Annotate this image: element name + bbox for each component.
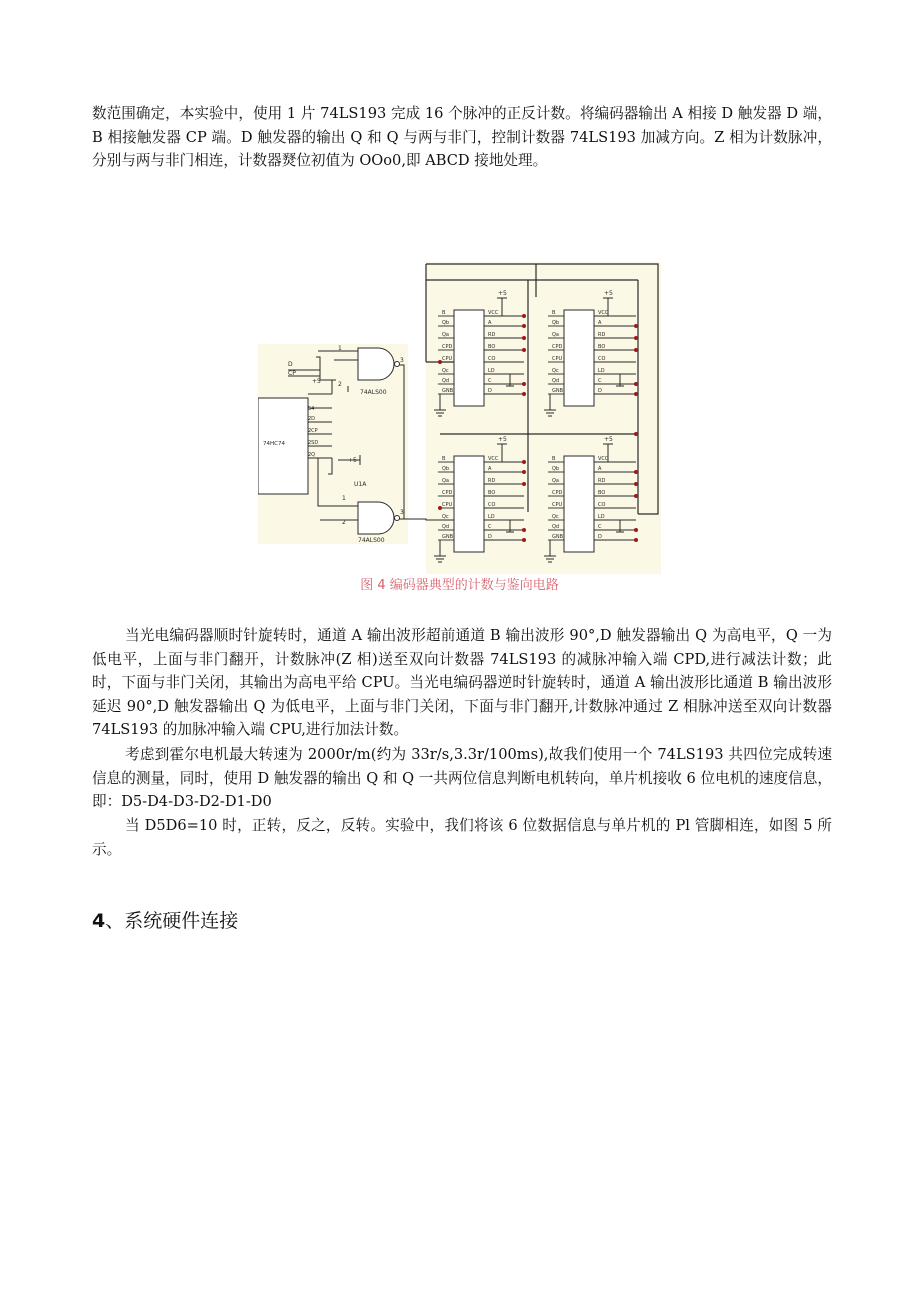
svg-text:D: D (288, 361, 293, 368)
svg-text:CP: CP (288, 370, 296, 377)
svg-text:3: 3 (400, 357, 404, 364)
svg-text:U1A: U1A (354, 481, 367, 488)
svg-text:CPD: CPD (442, 344, 453, 350)
svg-text:LD: LD (598, 368, 605, 374)
svg-text:Qc: Qc (442, 514, 449, 520)
svg-text:Qa: Qa (442, 478, 449, 484)
svg-text:74ALS00: 74ALS00 (358, 537, 385, 544)
svg-text:A: A (598, 320, 602, 326)
svg-text:BO: BO (598, 344, 606, 350)
svg-text:2D: 2D (308, 416, 316, 422)
svg-text:3: 3 (400, 509, 404, 516)
paragraph-direction-rule: 当 D5D6=10 时，正转，反之，反转。实验中，我们将该 6 位数据信息与单片机的 Pl 管脚相连，如图 5 所示。 (92, 817, 832, 858)
svg-text:Qa: Qa (552, 332, 559, 338)
svg-text:GNB: GNB (442, 534, 454, 540)
paragraph-rotation-logic: 当光电编码器顺时针旋转时，通道 A 输出波形超前通道 B 输出波形 90°,D 触发器输出 Q 为高电平，Q 一为低电平，上面与非门翻开，计数脉冲(Z 相)送至双向计数器 74LS193 的减脉冲输入端 CPD,进行减法计数；此时，下面与非门关闭，其输出为高电平给 CPU。当光电编码器逆时针旋转时，通道 A 输出波形比通道 B 输出波形延迟 90°,D 触发器输出 Q 为低电平，上面与非门关闭，下面与非门翻开,计数脉冲通过 Z 相脉冲送至双向计数器 74LS193 的加脉冲输入端 CPU,进行加法计数。 (92, 627, 832, 739)
svg-text:2Q: 2Q (308, 452, 316, 458)
svg-text:74HC74: 74HC74 (263, 441, 285, 447)
svg-text:Qc: Qc (552, 368, 559, 374)
svg-text:S4: S4 (308, 406, 315, 412)
svg-text:GNB: GNB (442, 388, 454, 394)
svg-text:B: B (552, 456, 556, 462)
svg-text:+5: +5 (348, 457, 357, 464)
svg-text:1: 1 (338, 345, 342, 352)
svg-text:CPU: CPU (552, 356, 563, 362)
svg-text:+5: +5 (498, 436, 507, 443)
svg-text:GNB: GNB (552, 534, 564, 540)
svg-text:RD: RD (488, 332, 496, 338)
svg-text:A: A (598, 466, 602, 472)
svg-text:CPD: CPD (552, 490, 563, 496)
svg-text:VCC: VCC (598, 456, 609, 462)
svg-text:Qd: Qd (552, 378, 560, 384)
svg-text:BO: BO (488, 490, 496, 496)
svg-text:2SD: 2SD (308, 440, 319, 446)
svg-text:VCC: VCC (488, 310, 499, 316)
svg-text:2: 2 (338, 381, 342, 388)
svg-text:+5: +5 (604, 436, 613, 443)
svg-text:CO: CO (598, 502, 606, 508)
svg-text:Qd: Qd (552, 524, 560, 530)
svg-text:+5: +5 (498, 290, 507, 297)
svg-text:CO: CO (488, 502, 496, 508)
counter-chip-4 (564, 456, 594, 552)
counter-direction-circuit-figure (258, 262, 661, 584)
svg-text:C: C (488, 524, 492, 530)
svg-text:LD: LD (488, 368, 495, 374)
svg-text:CPU: CPU (442, 502, 453, 508)
svg-text:CPD: CPD (442, 490, 453, 496)
svg-text:A: A (488, 320, 492, 326)
flipflop-74hc74 (258, 398, 308, 494)
svg-text:RD: RD (598, 332, 606, 338)
svg-text:Qc: Qc (442, 368, 449, 374)
svg-text:CPU: CPU (442, 356, 453, 362)
svg-text:CPU: CPU (552, 502, 563, 508)
paragraph-intro: 数范围确定，本实验中，使用 1 片 74LS193 完成 16 个脉冲的正反计数。将编码器输出 A 相接 D 触发器 D 端，B 相接触发器 CP 端。D 触发器的输出 Q 和 Q 与两与非门，控制计数器 74LS193 加减方向。Z 相为计数脉冲，分别与两与非门相连，计数器燹位初值为 OOo0,即 ABCD 接地处理。 (92, 105, 832, 170)
svg-text:LD: LD (488, 514, 495, 520)
counter-chip-2 (564, 310, 594, 406)
svg-text:C: C (598, 378, 602, 384)
svg-text:LD: LD (598, 514, 605, 520)
svg-text:Qb: Qb (552, 466, 560, 472)
svg-text:BO: BO (488, 344, 496, 350)
svg-text:Qa: Qa (552, 478, 559, 484)
svg-text:Qc: Qc (552, 514, 559, 520)
svg-text:+5: +5 (604, 290, 613, 297)
svg-text:RD: RD (488, 478, 496, 484)
svg-text:VCC: VCC (488, 456, 499, 462)
svg-text:B: B (442, 310, 446, 316)
svg-text:C: C (598, 524, 602, 530)
svg-text:CO: CO (598, 356, 606, 362)
svg-text:VCC: VCC (598, 310, 609, 316)
svg-text:CPD: CPD (552, 344, 563, 350)
svg-text:D: D (488, 388, 492, 394)
svg-text:Qb: Qb (552, 320, 560, 326)
section-separator: 、 (105, 910, 125, 932)
svg-text:Qd: Qd (442, 524, 450, 530)
section-heading (92, 906, 238, 933)
svg-text:A: A (488, 466, 492, 472)
section-title: 系统硬件连接 (124, 910, 239, 932)
svg-text:RD: RD (598, 478, 606, 484)
svg-text:CO: CO (488, 356, 496, 362)
paragraph-speed-measurement: 考虑到霍尔电机最大转速为 2000r/m(约为 33r/s,3.3r/100ms),故我们使用一个 74LS193 共四位完成转速信息的测量，同时，使用 D 触发器的输出 Q 和 Q 一共两位信息判断电机转向，单片机接收 6 位电机的速度信息，即：D5-D4-D3-D2-D1-D0 (92, 746, 832, 811)
section-number: 4 (92, 910, 106, 932)
figure-caption: 图 4 编码器典型的计数与鉴向电路 (360, 578, 559, 593)
svg-text:+5: +5 (312, 378, 321, 385)
svg-text:2: 2 (342, 519, 346, 526)
counter-chip-1 (454, 310, 484, 406)
svg-text:BO: BO (598, 490, 606, 496)
svg-text:Qb: Qb (442, 320, 450, 326)
svg-text:C: C (488, 378, 492, 384)
svg-text:D: D (488, 534, 492, 540)
svg-text:2CP: 2CP (308, 428, 318, 434)
svg-text:D: D (598, 534, 602, 540)
svg-text:Qb: Qb (442, 466, 450, 472)
svg-text:1: 1 (342, 495, 346, 502)
svg-text:D: D (598, 388, 602, 394)
svg-text:B: B (552, 310, 556, 316)
svg-text:GNB: GNB (552, 388, 564, 394)
svg-text:B: B (442, 456, 446, 462)
svg-text:Qa: Qa (442, 332, 449, 338)
svg-text:74ALS00: 74ALS00 (360, 389, 387, 396)
counter-chip-3 (454, 456, 484, 552)
svg-text:Qd: Qd (442, 378, 450, 384)
